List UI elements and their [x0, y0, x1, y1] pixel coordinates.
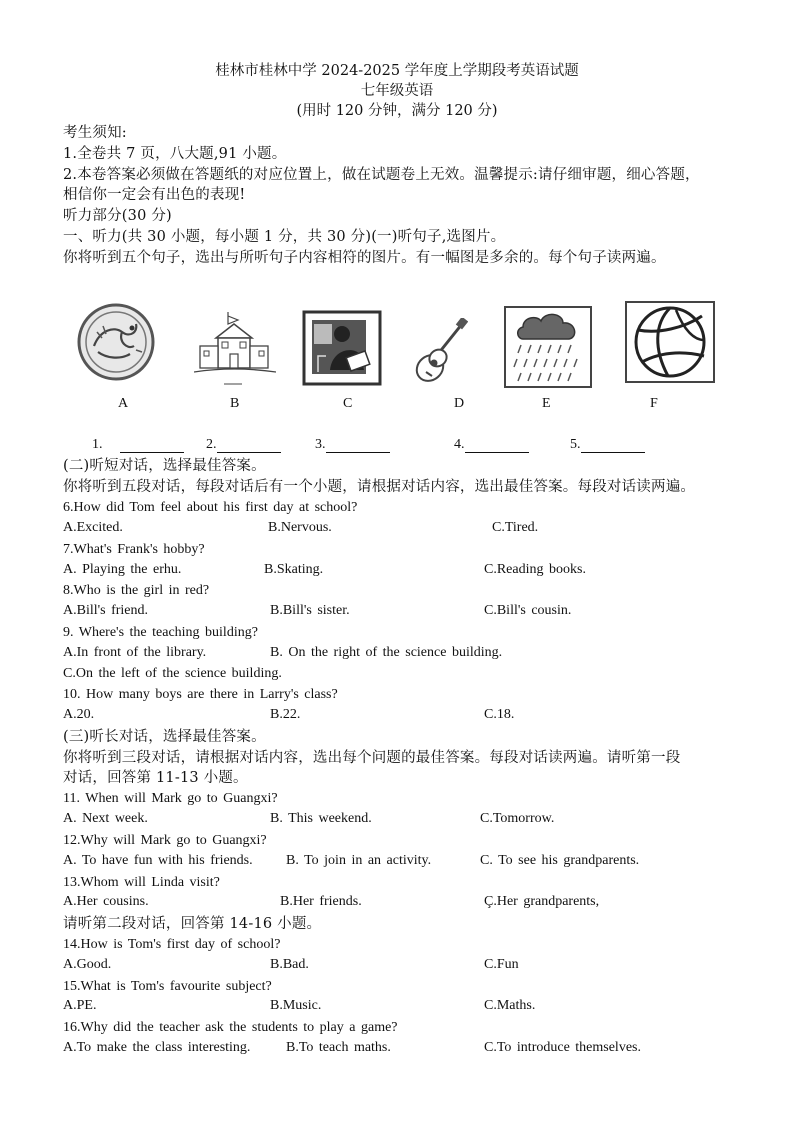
question-6-option-a[interactable]: A.Excited.: [63, 520, 123, 535]
question-7: 7.What's Frank's hobby?: [63, 542, 205, 557]
question-11-option-b[interactable]: B. This weekend.: [270, 811, 372, 826]
question-10-option-c[interactable]: C.18.: [484, 707, 515, 722]
exam-title: 桂林市桂林中学 2024-2025 学年度上学期段考英语试题: [215, 63, 579, 79]
section2-instruction: 你将听到五段对话，每段对话后有一个小题，请根据对话内容，选出最佳答案。每段对话读两遍。: [63, 479, 696, 495]
question-7-option-a[interactable]: A. Playing the erhu.: [63, 562, 182, 577]
question-11-option-c[interactable]: C.Tomorrow.: [480, 811, 555, 826]
dragon-medallion-icon: [76, 302, 156, 382]
answer-blank-2[interactable]: 2.: [206, 437, 281, 453]
question-14-option-c[interactable]: C.Fun: [484, 957, 519, 972]
question-13-option-b[interactable]: B.Her friends.: [280, 894, 362, 909]
question-10-option-b[interactable]: B.22.: [270, 707, 301, 722]
section1-instruction: 你将听到五个句子，选出与所听句子内容相符的图片。有一幅图是多余的。每个句子读两遍。: [63, 250, 666, 266]
dialog2-instruction: 请听第二段对话，回答第 14-16 小题。: [63, 916, 322, 932]
question-9-option-a[interactable]: A.In front of the library.: [63, 645, 207, 660]
question-7-option-b[interactable]: B.Skating.: [264, 562, 324, 577]
question-6-option-c[interactable]: C.Tired.: [492, 520, 539, 535]
question-9-option-c[interactable]: C.On the left of the science building.: [63, 666, 282, 681]
reading-person-icon: [302, 310, 382, 386]
question-10: 10. How many boys are there in Larry's class?: [63, 687, 338, 702]
question-16-option-b[interactable]: B.To teach maths.: [286, 1040, 391, 1055]
exam-subtitle: 七年级英语: [360, 83, 434, 99]
answer-blank-4[interactable]: 4.: [454, 437, 529, 453]
question-15-option-a[interactable]: A.PE.: [63, 998, 97, 1013]
answer-blank-5[interactable]: 5.: [570, 437, 645, 453]
question-15: 15.What is Tom's favourite subject?: [63, 979, 272, 994]
section3-heading: (三)听长对话，选择最佳答案。: [63, 729, 266, 745]
picture-label-b: B: [230, 396, 240, 411]
guitar-icon: [408, 318, 468, 388]
school-building-icon: [194, 310, 276, 388]
answer-blank-3[interactable]: 3.: [315, 437, 390, 453]
question-16-option-a[interactable]: A.To make the class interesting.: [63, 1040, 251, 1055]
listening-part-heading: 听力部分(30 分): [63, 208, 172, 224]
notice-item-1: 1.全卷共 7 页，八大题,91 小题。: [63, 146, 287, 162]
section3-instruction-a: 你将听到三段对话，请根据对话内容，选出每个问题的最佳答案。每段对话读两遍。请听第一段: [63, 750, 681, 766]
question-8: 8.Who is the girl in red?: [63, 583, 210, 598]
question-13: 13.Whom will Linda visit?: [63, 875, 220, 890]
volleyball-icon: [624, 300, 716, 384]
picture-label-e: E: [542, 396, 551, 411]
question-15-option-b[interactable]: B.Music.: [270, 998, 322, 1013]
picture-label-a: A: [118, 396, 129, 411]
question-12: 12.Why will Mark go to Guangxi?: [63, 833, 267, 848]
section1-heading: 一、听力(共 30 小题，每小题 1 分，共 30 分)(一)听句子,选图片。: [63, 229, 506, 245]
question-8-option-a[interactable]: A.Bill's friend.: [63, 603, 149, 618]
question-11: 11. When will Mark go to Guangxi?: [63, 791, 278, 806]
picture-label-d: D: [454, 396, 465, 411]
question-7-option-c[interactable]: C.Reading books.: [484, 562, 586, 577]
section3-instruction-b: 对话，回答第 11-13 小题。: [63, 770, 248, 786]
question-14: 14.How is Tom's first day of school?: [63, 937, 281, 952]
notice-heading: 考生须知:: [63, 125, 127, 141]
question-14-option-a[interactable]: A.Good.: [63, 957, 112, 972]
picture-label-c: C: [343, 396, 353, 411]
question-6-option-b[interactable]: B.Nervous.: [268, 520, 332, 535]
question-9-option-b[interactable]: B. On the right of the science building.: [270, 645, 503, 660]
notice-item-2b: 相信你一定会有出色的表现!: [63, 187, 246, 203]
question-12-option-a[interactable]: A. To have fun with his friends.: [63, 853, 253, 868]
time-note: (用时 120 分钟，满分 120 分): [296, 103, 498, 119]
picture-label-f: F: [650, 396, 658, 411]
question-12-option-c[interactable]: C. To see his grandparents.: [480, 853, 640, 868]
question-6: 6.How did Tom feel about his first day at school?: [63, 500, 358, 515]
question-15-option-c[interactable]: C.Maths.: [484, 998, 536, 1013]
question-13-option-a[interactable]: A.Her cousins.: [63, 894, 149, 909]
question-11-option-a[interactable]: A. Next week.: [63, 811, 148, 826]
question-14-option-b[interactable]: B.Bad.: [270, 957, 309, 972]
notice-item-2a: 2.本卷答案必须做在答题纸的对应位置上，做在试题卷上无效。温馨提示:请仔细审题，细心答题，: [63, 167, 700, 183]
rain-cloud-icon: [503, 305, 593, 389]
answer-blank-1[interactable]: 1.: [92, 437, 184, 453]
question-8-option-c[interactable]: C.Bill's cousin.: [484, 603, 572, 618]
question-8-option-b[interactable]: B.Bill's sister.: [270, 603, 350, 618]
question-9: 9. Where's the teaching building?: [63, 625, 258, 640]
question-10-option-a[interactable]: A.20.: [63, 707, 95, 722]
section2-heading: (二)听短对话，选择最佳答案。: [63, 458, 266, 474]
question-13-option-c[interactable]: Ç.Her grandparents,: [484, 894, 600, 909]
question-16: 16.Why did the teacher ask the students to play a game?: [63, 1020, 398, 1035]
question-12-option-b[interactable]: B. To join in an activity.: [286, 853, 432, 868]
question-16-option-c[interactable]: C.To introduce themselves.: [484, 1040, 641, 1055]
